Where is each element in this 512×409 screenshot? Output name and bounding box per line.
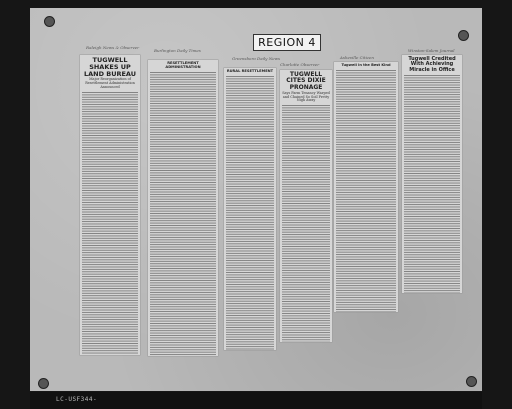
region-label: REGION 4	[253, 34, 321, 51]
clipping-body-text	[150, 72, 216, 356]
handwritten-note: Asheville Citizen	[340, 55, 374, 60]
film-edge	[30, 392, 482, 409]
newspaper-clipping	[80, 55, 140, 355]
newspaper-clipping	[280, 70, 332, 342]
clipping-headline: RURAL RESETTLEMENT	[226, 69, 274, 73]
handwritten-note: Winston-Salem Journal	[408, 48, 455, 53]
clipping-headline: TUGWELL SHAKES UP LAND BUREAU	[83, 56, 137, 78]
clipping-body-text	[282, 105, 330, 342]
clipping-headline: RESETTLEMENT ADMINISTRATION	[165, 61, 201, 69]
clipping-body-text	[404, 75, 460, 293]
negative-number: LC-USF344-	[56, 396, 98, 403]
pushpin-icon	[38, 378, 49, 389]
clipping-body-text	[226, 76, 274, 350]
newspaper-clipping	[148, 60, 218, 356]
pushpin-icon	[44, 16, 55, 27]
clipping-headline: Tugwell Credited With Achieving Miracle in Office	[408, 56, 456, 73]
clipping-headline: Tugwell in the Best Kind	[341, 63, 391, 67]
handwritten-note: Burlington Daily Times	[154, 48, 201, 53]
handwritten-note: Charlotte Observer	[280, 62, 320, 67]
clipping-headline: TUGWELL CITES DIXIE PRONAGE	[286, 71, 326, 91]
clipping-body-text	[336, 70, 396, 312]
handwritten-note: Greensboro Daily News	[232, 56, 281, 61]
clipping-subhead: Major Reorganization of Resettlement Administration Announced	[85, 77, 135, 89]
clipping-body-text	[82, 92, 138, 355]
newspaper-clipping	[402, 55, 462, 293]
handwritten-note: Raleigh News & Observer	[86, 45, 139, 50]
pushpin-icon	[466, 376, 477, 387]
newspaper-clipping	[224, 68, 276, 350]
newspaper-clipping	[334, 62, 398, 312]
clipping-subhead: Says Farm Tenancy Warped and Chained So Soil Pretty Nigh Away	[282, 90, 330, 103]
pushpin-icon	[458, 30, 469, 41]
